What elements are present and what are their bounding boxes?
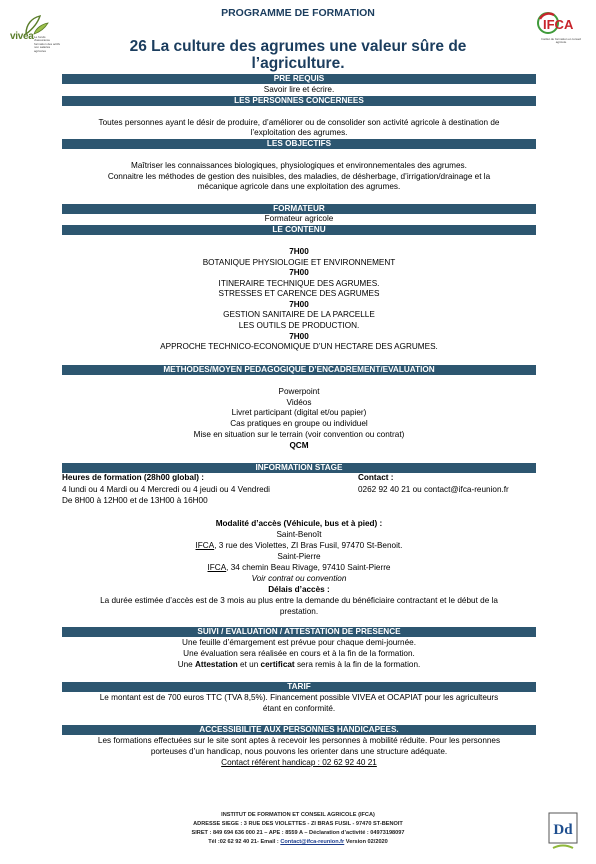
section-bar-accessibilite: ACCESSIBILITE AUX PERSONNES HANDICAPEES. — [62, 725, 536, 735]
tarif-line-1: Le montant est de 700 euros TTC (TVA 8,5%). Financement possible VIVEA et OCAPIAT pour les agriculteurs — [99, 693, 499, 702]
datadock-icon — [548, 812, 578, 852]
delais-title: Délais d’accès : — [268, 585, 330, 594]
contact-title: Contact : — [358, 473, 394, 482]
section-bar-contenu: LE CONTENU — [62, 225, 536, 235]
personnes-line-1: Toutes personnes ayant le désir de produire, d’améliorer ou de consolider son activité agricole à destination de — [98, 118, 500, 127]
modalite-title: Modalité d’accès (Véhicule, bus et à pied) : — [215, 519, 383, 528]
delais-line-2: prestation. — [279, 607, 319, 616]
footer-email-link[interactable]: Contact@ifca-reunion.fr — [280, 839, 345, 845]
heures-time: De 8H00 à 12H00 et de 13H00 à 16H00 — [62, 496, 208, 505]
footer-line-1: INSTITUT DE FORMATION ET CONSEIL AGRICOLE (IFCA) — [221, 812, 375, 818]
section-bar-prerequis: PRE REQUIS — [62, 74, 536, 84]
section-bar-personnes: LES PERSONNES CONCERNEES — [62, 96, 536, 106]
contenu-line: 7H00 — [289, 268, 309, 277]
voir-contrat: Voir contrat ou convention — [251, 574, 347, 583]
suivi-text-c: et un — [237, 660, 261, 669]
suivi-line-1: Une feuille d’émargement est prévue pour chaque demi-journée. — [182, 638, 416, 647]
site-2-address — [62, 563, 536, 573]
contenu-line: ITINERAIRE TECHNIQUE DES AGRUMES. — [218, 279, 380, 288]
methode-item: Vidéos — [286, 398, 312, 407]
section-bar-stage: INFORMATION STAGE — [62, 463, 536, 473]
formateur-text: Formateur agricole — [264, 214, 334, 223]
footer-version: Version 02/2020 — [344, 839, 388, 845]
personnes-line-2: l’exploitation des agrumes. — [250, 128, 348, 137]
datadock-logo — [548, 812, 578, 852]
tarif-line-2: étant en conformité. — [262, 704, 336, 713]
suivi-certificat: certificat — [260, 660, 295, 669]
contenu-line: LES OUTILS DE PRODUCTION. — [238, 321, 360, 330]
footer-phone: Tél :02 62 92 40 21- Email : — [208, 839, 281, 845]
contenu-line: 7H00 — [289, 247, 309, 256]
suivi-text-a: Une — [177, 660, 195, 669]
ifca-tagline: Institut de formation et conseil agricole — [541, 37, 581, 45]
contenu-line: APPROCHE TECHNICO-ECONOMIQUE D’UN HECTARE DES AGRUMES. — [160, 342, 438, 351]
site-1-address — [62, 541, 536, 551]
contenu-line: 7H00 — [289, 332, 309, 341]
methode-item: Livret participant (digital et/ou papier) — [231, 408, 367, 417]
prerequis-text: Savoir lire et écrire. — [263, 85, 335, 94]
suivi-text-e: sera remis à la fin de la formation. — [294, 660, 421, 669]
methode-item: QCM — [289, 441, 309, 450]
suivi-line-3 — [62, 660, 536, 670]
objectifs-line-2: Connaitre les méthodes de gestion des nuisibles, des maladies, de désherbage, d’irrigation/drainage et la — [107, 172, 491, 181]
section-bar-objectifs: LES OBJECTIFS — [62, 139, 536, 149]
vivea-tagline: Le fonds d'assurance formation des actifs non salariés agricoles — [34, 35, 61, 53]
footer-line-4 — [0, 839, 596, 846]
site-2-org-link[interactable]: IFCA — [207, 563, 227, 572]
handicap-contact: Contact référent handicap : 02 62 92 40 21 — [221, 758, 377, 767]
heures-title: Heures de formation (28h00 global) : — [62, 473, 204, 482]
section-bar-formateur: FORMATEUR — [62, 204, 536, 214]
footer-line-2: ADRESSE SIEGE : 3 RUE DES VIOLETTES - ZI BRAS FUSIL - 97470 ST-BENOIT — [193, 821, 403, 827]
contact-text: 0262 92 40 21 ou contact@ifca-reunion.fr — [358, 485, 509, 494]
title-line-2: l’agriculture. — [251, 55, 345, 72]
section-bar-tarif: TARIF — [62, 682, 536, 692]
delais-line-1: La durée estimée d’accès est de 3 mois au plus entre la demande du bénéficiaire contractant et le début de la — [100, 596, 498, 605]
methode-item: Mise en situation sur le terrain (voir convention ou contrat) — [193, 430, 405, 439]
objectifs-line-3: mécanique agricole dans une exploitation des agrumes. — [197, 182, 401, 191]
objectifs-line-1: Maîtriser les connaissances biologiques, physiologiques et environnementales des agrumes. — [131, 161, 467, 170]
contenu-line: 7H00 — [289, 300, 309, 309]
site-2-address-text: , 34 chemin Beau Rivage, 97410 Saint-Pierre — [226, 563, 391, 572]
contenu-line: GESTION SANITAIRE DE LA PARCELLE — [223, 310, 375, 319]
accessibilite-line-2: porteuses d’un handicap, nous pouvons les orienter dans une structure adéquate. — [150, 747, 448, 756]
title-line-1: 26 La culture des agrumes une valeur sûre de — [129, 38, 467, 55]
site-2-name: Saint-Pierre — [277, 552, 321, 561]
contenu-line: BOTANIQUE PHYSIOLOGIE ET ENVIRONNEMENT — [202, 258, 396, 267]
section-bar-suivi: SUIVI / EVALUATION / ATTESTATION DE PRESENCE — [62, 627, 536, 637]
contenu-line: STRESSES ET CARENCE DES AGRUMES — [218, 289, 380, 298]
programme-heading: PROGRAMME DE FORMATION — [221, 7, 375, 19]
suivi-line-2: Une évaluation sera réalisée en cours et à la fin de la formation. — [183, 649, 415, 658]
methode-item: Cas pratiques en groupe ou individuel — [230, 419, 368, 428]
section-bar-methodes: METHODES/MOYEN PEDAGOGIQUE D’ENCADREMENT/EVALUATION — [62, 365, 536, 375]
site-1-address-text: , 3 rue des Violettes, ZI Bras Fusil, 97470 St-Benoit. — [214, 541, 403, 550]
datadock-wordmark: Dd — [553, 822, 573, 838]
methode-item: Powerpoint — [278, 387, 320, 396]
heures-days: 4 lundi ou 4 Mardi ou 4 Mercredi ou 4 jeudi ou 4 Vendredi — [62, 485, 271, 494]
site-1-org-link[interactable]: IFCA — [195, 541, 215, 550]
suivi-attestation: Attestation — [195, 660, 238, 669]
ifca-wordmark: IFCA — [543, 17, 574, 32]
vivea-wordmark: vivea — [10, 31, 34, 42]
accessibilite-line-1: Les formations effectuées sur le site sont aptes à recevoir les personnes à mobilité réduite. Pour les personnes — [97, 736, 501, 745]
site-1-name: Saint-Benoît — [276, 530, 322, 539]
footer-line-3: SIRET : 849 694 636 000 21 – APE : 8559 A – Déclaration d’activité : 04973198097 — [191, 830, 405, 836]
